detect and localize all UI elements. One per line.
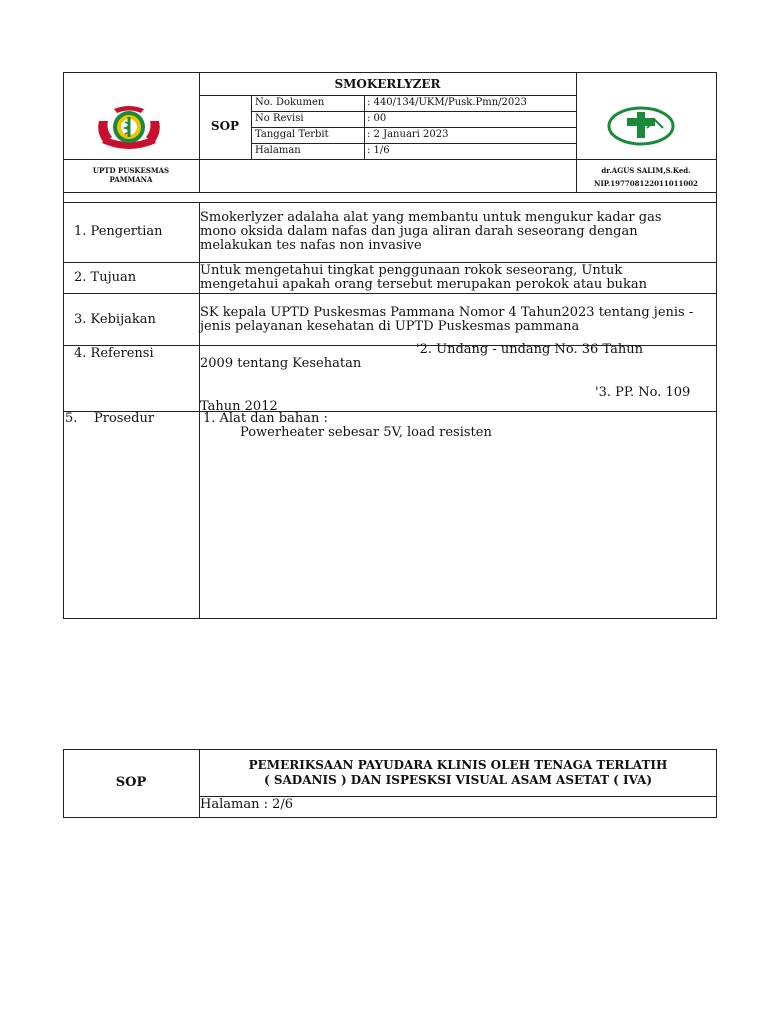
table-border	[63, 159, 717, 160]
document-title: SMOKERLYZER	[334, 77, 441, 91]
prosedur-subitem: Powerheater sebesar 5V, load resisten	[240, 425, 492, 440]
table-border	[63, 293, 717, 294]
meta-label: Halaman	[255, 145, 301, 156]
page2-title: PEMERIKSAAN PAYUDARA KLINIS OLEH TENAGA TERLATIH	[248, 758, 668, 772]
org-name: UPTD PUSKESMAS	[92, 166, 170, 175]
tujuan-text: Untuk mengetahui tingkat penggunaan rokok seseorang, Untuk	[200, 263, 623, 278]
meta-label: Tanggal Terbit	[255, 129, 329, 140]
table-border	[251, 111, 576, 112]
prosedur-item: 1. Alat dan bahan :	[203, 411, 328, 426]
table-border	[63, 72, 717, 73]
meta-value: : 2 Januari 2023	[367, 129, 449, 140]
kebijakan-text: jenis pelayanan kesehatan di UPTD Puskesmas pammana	[200, 319, 580, 334]
org-name: PAMMANA	[109, 175, 153, 184]
table-border	[251, 127, 576, 128]
table-border	[63, 411, 717, 412]
head-name: dr.AGUS SALIM,S.Ked.	[601, 166, 691, 175]
section-number-prosedur: 5.	[65, 411, 78, 426]
pengertian-text: mono oksida dalam nafas dan juga aliran darah seseorang dengan	[200, 224, 638, 239]
table-border	[199, 95, 576, 96]
kebijakan-text: SK kepala UPTD Puskesmas Pammana Nomor 4 Tahun2023 tentang jenis -	[200, 305, 694, 320]
page2-halaman: Halaman : 2/6	[200, 797, 294, 812]
head-nip: NIP.197708122011011002	[594, 179, 698, 188]
tujuan-text: mengetahui apakah orang tersebut merupakan perokok atau bukan	[200, 277, 648, 292]
meta-value: : 00	[367, 113, 387, 124]
sop-label: SOP	[210, 119, 240, 133]
bakti-husada-logo-icon	[607, 106, 675, 146]
referensi-text: Tahun 2012	[200, 399, 278, 414]
meta-label: No Revisi	[255, 113, 304, 124]
table-border	[63, 749, 717, 750]
table-border	[63, 192, 717, 193]
meta-label: No. Dokumen	[255, 97, 325, 108]
pengertian-text: Smokerlyzer adalaha alat yang membantu untuk mengukur kadar gas	[200, 210, 662, 225]
section-label-prosedur: Prosedur	[94, 411, 155, 426]
referensi-text: '3. PP. No. 109	[595, 385, 691, 400]
table-border	[63, 817, 717, 818]
referensi-text: 2009 tentang Kesehatan	[200, 356, 362, 371]
page2-title: ( SADANIS ) DAN ISPESKSI VISUAL ASAM ASETAT ( IVA)	[263, 773, 653, 787]
referensi-text: '2. Undang - undang No. 36 Tahun	[416, 342, 643, 357]
table-border	[63, 202, 717, 203]
table-border	[63, 618, 717, 619]
meta-value: : 440/134/UKM/Pusk.Pmn/2023	[367, 97, 527, 108]
puskesmas-emblem-icon	[94, 103, 164, 153]
section-label-referensi: 4. Referensi	[74, 346, 154, 361]
table-border	[251, 143, 576, 144]
pengertian-text: melakukan tes nafas non invasive	[200, 238, 422, 253]
section-label-pengertian: 1. Pengertian	[74, 224, 163, 239]
meta-value: : 1/6	[367, 145, 390, 156]
section-label-tujuan: 2. Tujuan	[74, 270, 137, 285]
page2-sop-label: SOP	[115, 775, 147, 790]
section-label-kebijakan: 3. Kebijakan	[74, 312, 156, 327]
